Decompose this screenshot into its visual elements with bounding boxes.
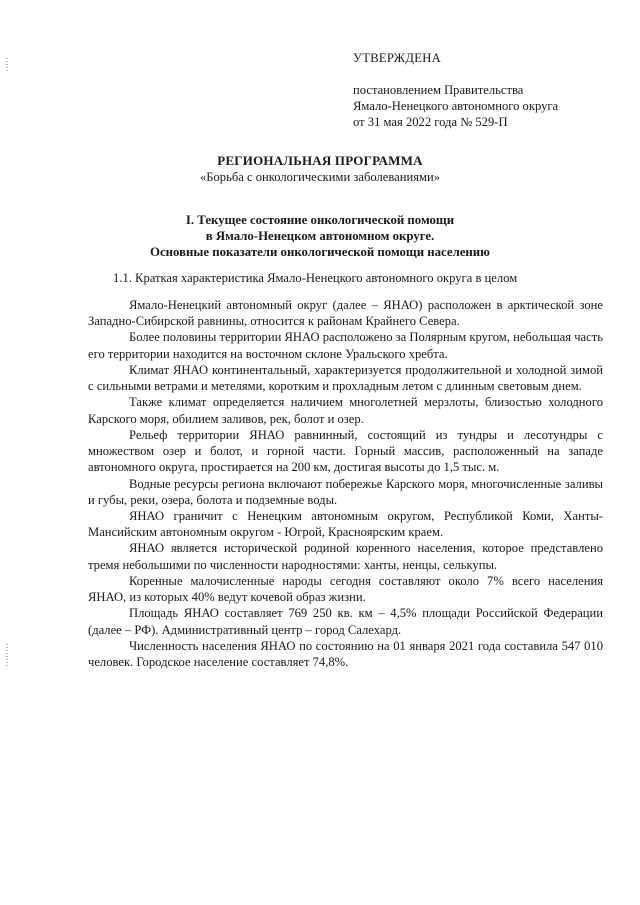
subsection-title: 1.1. Краткая характеристика Ямало-Ненецкого автономного округа в целом: [113, 271, 518, 285]
paragraph: Ямало-Ненецкий автономный округ (далее – ЯНАО) расположен в арктической зоне Западно-Сибирской равнины, относится к районам Крайнего Севера.: [88, 298, 603, 329]
paragraph: Площадь ЯНАО составляет 769 250 кв. км – 4,5% площади Российской Федерации (далее – РФ). Административный центр – город Салехард.: [88, 606, 603, 637]
scan-margin-mark: [6, 58, 8, 72]
section-heading-line: в Ямало-Ненецком автономном округе.: [205, 229, 435, 243]
approval-line: Ямало-Ненецкого автономного округа: [353, 99, 559, 113]
approval-line: постановлением Правительства: [353, 83, 524, 97]
paragraph: Более половины территории ЯНАО расположено за Полярным кругом, небольшая часть его территории находится на восточном склоне Уральского хребта.: [88, 330, 603, 361]
paragraph: Также климат определяется наличием многолетней мерзлоты, близостью холодного Карского моря, обилием заливов, рек, болот и озер.: [88, 395, 603, 426]
paragraph: ЯНАО является исторической родиной коренного населения, которое представлено тремя небольшими по численности народностями: ханты, ненцы, селькупы.: [88, 541, 603, 572]
paragraph: Климат ЯНАО континентальный, характеризуется продолжительной и холодной зимой с сильными ветрами и метелями, коротким и прохладным летом с длинным световым днем.: [88, 362, 603, 394]
approval-block: [353, 50, 623, 130]
paragraph: ЯНАО граничит с Ненецким автономным округом, Республикой Коми, Ханты-Мансийским автономным округом - Югрой, Красноярским краем.: [88, 509, 603, 540]
approval-heading: УТВЕРЖДЕНА: [353, 51, 442, 65]
program-subtitle: «Борьба с онкологическими заболеваниями»: [199, 170, 441, 184]
body-text: [88, 297, 603, 670]
section-heading-line: Основные показатели онкологической помощи населению: [150, 245, 490, 259]
paragraph: Водные ресурсы региона включают побережье Карского моря, многочисленные заливы и губы, реки, озера, болота и подземные воды.: [88, 476, 603, 507]
program-title: РЕГИОНАЛЬНАЯ ПРОГРАММА: [217, 153, 423, 168]
section-heading: [0, 212, 640, 260]
paragraph: Коренные малочисленные народы сегодня составляют около 7% всего населения ЯНАО, из которых 40% ведут кочевой образ жизни.: [88, 573, 603, 605]
scan-margin-mark: [6, 644, 8, 668]
paragraph: Рельеф территории ЯНАО равнинный, состоящий из тундры и лесотундры с множеством озер и болот, и горной части. Горный массив, расположенный на западе автономного округа, простирается на 200 км, достигая высоты до 1,5 тыс. м.: [88, 427, 603, 475]
paragraph: Численность населения ЯНАО по состоянию на 01 января 2021 года составила 547 010 человек. Городское население составляет 74,8%.: [88, 638, 603, 670]
approval-line: от 31 мая 2022 года № 529-П: [353, 115, 508, 129]
program-title-block: [0, 153, 640, 185]
section-heading-line: I. Текущее состояние онкологической помощи: [185, 213, 455, 227]
